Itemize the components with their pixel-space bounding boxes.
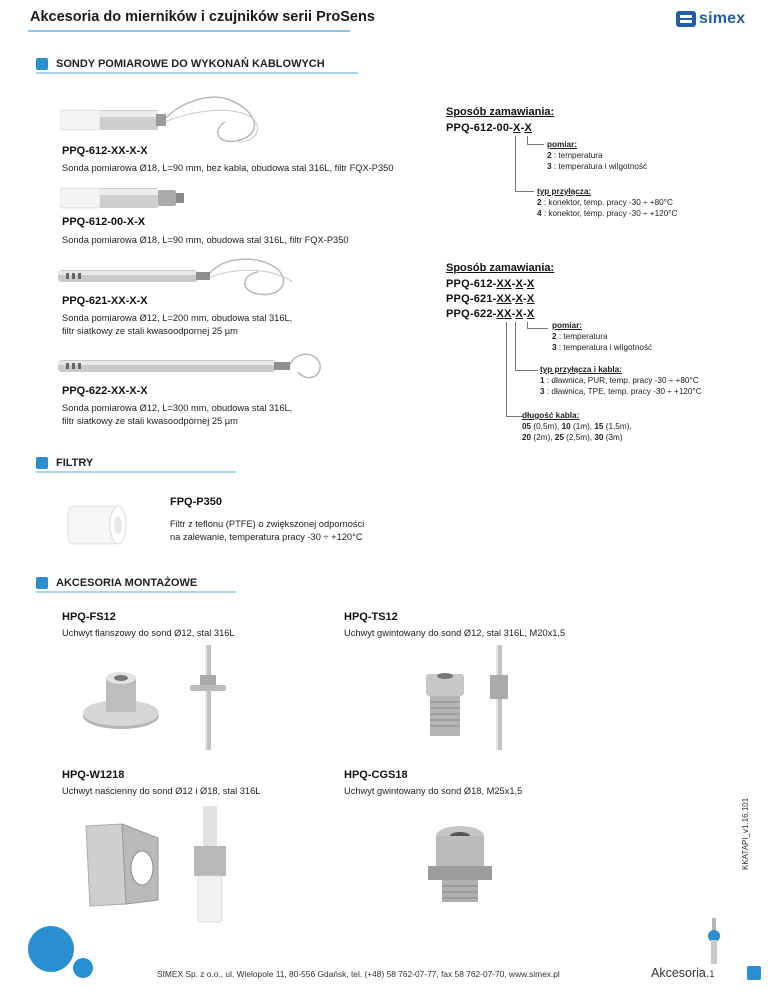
order-code: PPQ-622-XX-X-X (446, 308, 535, 320)
page-number: Akcesoria.1 (651, 966, 715, 980)
section-rule (36, 471, 236, 473)
flange-holder-image (80, 670, 162, 734)
filter-desc-line: na zalewanie, temperatura pracy -30 ÷ +120°C (170, 532, 363, 542)
section-mounting-heading (36, 577, 197, 589)
decor-circle (73, 958, 93, 978)
probe-desc-line: filtr siatkowy ze stali kwasoodpornej 25 µm (62, 416, 238, 426)
accessory-code: HPQ-W1218 (62, 769, 125, 781)
probe-desc-line: Sonda pomiarowa Ø12, L=300 mm, obudowa stal 316L, (62, 403, 293, 413)
corner-marker (747, 966, 761, 980)
section-title: FILTRY (56, 457, 94, 469)
probe-desc-line: Sonda pomiarowa Ø12, L=200 mm, obudowa stal 316L, (62, 313, 293, 323)
probe-desc-line: Sonda pomiarowa Ø18, L=90 mm, bez kabla, obudowa stal 316L, filtr FQX-P350 (62, 163, 394, 173)
accessory-desc: Uchwyt naścienny do sond Ø12 i Ø18, stal 316L (62, 786, 261, 796)
section-title: SONDY POMIAROWE DO WYKONAŃ KABLOWYCH (56, 58, 325, 70)
probe-code: PPQ-621-XX-X-X (62, 295, 148, 307)
filter-desc-line: Filtr z teflonu (PTFE) o zwiększonej odporności (170, 519, 365, 529)
section-marker (36, 457, 48, 469)
order-code: PPQ-612-XX-X-X (446, 278, 535, 290)
probe-desc (62, 234, 462, 247)
cable-gland-image (420, 822, 500, 906)
accessory-desc: Uchwyt gwintowany do sond Ø18, M25x1,5 (344, 786, 523, 796)
section-rule (36, 72, 358, 74)
filter-code: FPQ-P350 (170, 496, 222, 508)
probe-621-image (58, 254, 308, 300)
flange-holder-probe-image (188, 645, 228, 755)
accessory-code: HPQ-CGS18 (344, 769, 408, 781)
wall-holder-probe-image (186, 806, 234, 926)
probe-desc-line: Sonda pomiarowa Ø18, L=90 mm, obudowa stal 316L, filtr FQX-P350 (62, 235, 349, 245)
probe-desc-line: filtr siatkowy ze stali kwasoodpornej 25 µm (62, 326, 238, 336)
threaded-holder-probe-image (484, 645, 514, 755)
accessory-code: HPQ-TS12 (344, 611, 398, 623)
accessory-desc: Uchwyt gwintowany do sond Ø12, stal 316L, M20x1,5 (344, 628, 566, 638)
brand-name: simex (699, 10, 746, 27)
bracket-line (506, 322, 523, 417)
page-title: Akcesoria do mierników i czujników serii ProSens (30, 9, 375, 25)
probe-desc (62, 312, 362, 338)
option-measurement: pomiar: 2 : temperatura 3 : temperatura i wilgotność (552, 321, 653, 352)
probe-622-image (58, 346, 323, 386)
option-cable-length: długość kabla: 05 (0,5m), 10 (1m), 15 (1,5m), 20 (2m), 25 (2,5m), 30 (3m) (522, 411, 632, 442)
order-code: PPQ-621-XX-X-X (446, 293, 535, 305)
option-connection: typ przyłącza: 2 : konektor, temp. pracy -30 ÷ +80°C 4 : konektor, temp. pracy -30 ÷ +120°C (537, 187, 678, 218)
order-heading: Sposób zamawiania: (446, 106, 555, 118)
brand-logo (676, 10, 745, 28)
probe-612-00-image (60, 180, 190, 216)
probe-desc (62, 162, 462, 175)
simex-logo-icon (676, 11, 696, 27)
wall-holder-image (82, 820, 162, 908)
order-code: PPQ-612-00-X-X (446, 122, 532, 134)
order-heading: Sposób zamawiania: (446, 262, 555, 274)
section-rule (36, 591, 236, 593)
section-marker (36, 577, 48, 589)
bracket-line (515, 136, 534, 192)
probe-612-image (60, 92, 280, 148)
probe-code: PPQ-622-XX-X-X (62, 385, 148, 397)
title-underline (28, 30, 350, 32)
accessory-code: HPQ-FS12 (62, 611, 116, 623)
probe-thumbnail-icon (702, 918, 726, 966)
accessory-desc: Uchwyt flanszowy do sond Ø12, stal 316L (62, 628, 235, 638)
section-marker (36, 58, 48, 70)
probe-desc (62, 402, 362, 428)
decor-circle (28, 926, 74, 972)
option-connection: typ przyłącza i kabla: 1 : dławnica, PUR, temp. pracy -30 ÷ +80°C 3 : dławnica, TPE, temp. pracy -30 ÷ +120°C (540, 365, 702, 396)
catalog-version: KKATAPI_v1.16.101 (741, 797, 750, 870)
probe-code: PPQ-612-00-X-X (62, 216, 146, 228)
threaded-holder-image (420, 670, 470, 740)
probe-code: PPQ-612-XX-X-X (62, 145, 148, 157)
section-filters-heading (36, 457, 93, 469)
filter-image (60, 500, 132, 550)
section-title: AKCESORIA MONTAŻOWE (56, 577, 198, 589)
footer-company-info: SIMEX Sp. z o.o., ul. Wielopole 11, 80-556 Gdańsk, tel. (+48) 58 762-07-77, fax 58 762-07-70, www.simex.pl (157, 969, 560, 979)
section-probes-heading (36, 58, 325, 70)
option-measurement: pomiar: 2 : temperatura 3 : temperatura i wilgotność (547, 140, 648, 171)
filter-desc (170, 518, 470, 544)
